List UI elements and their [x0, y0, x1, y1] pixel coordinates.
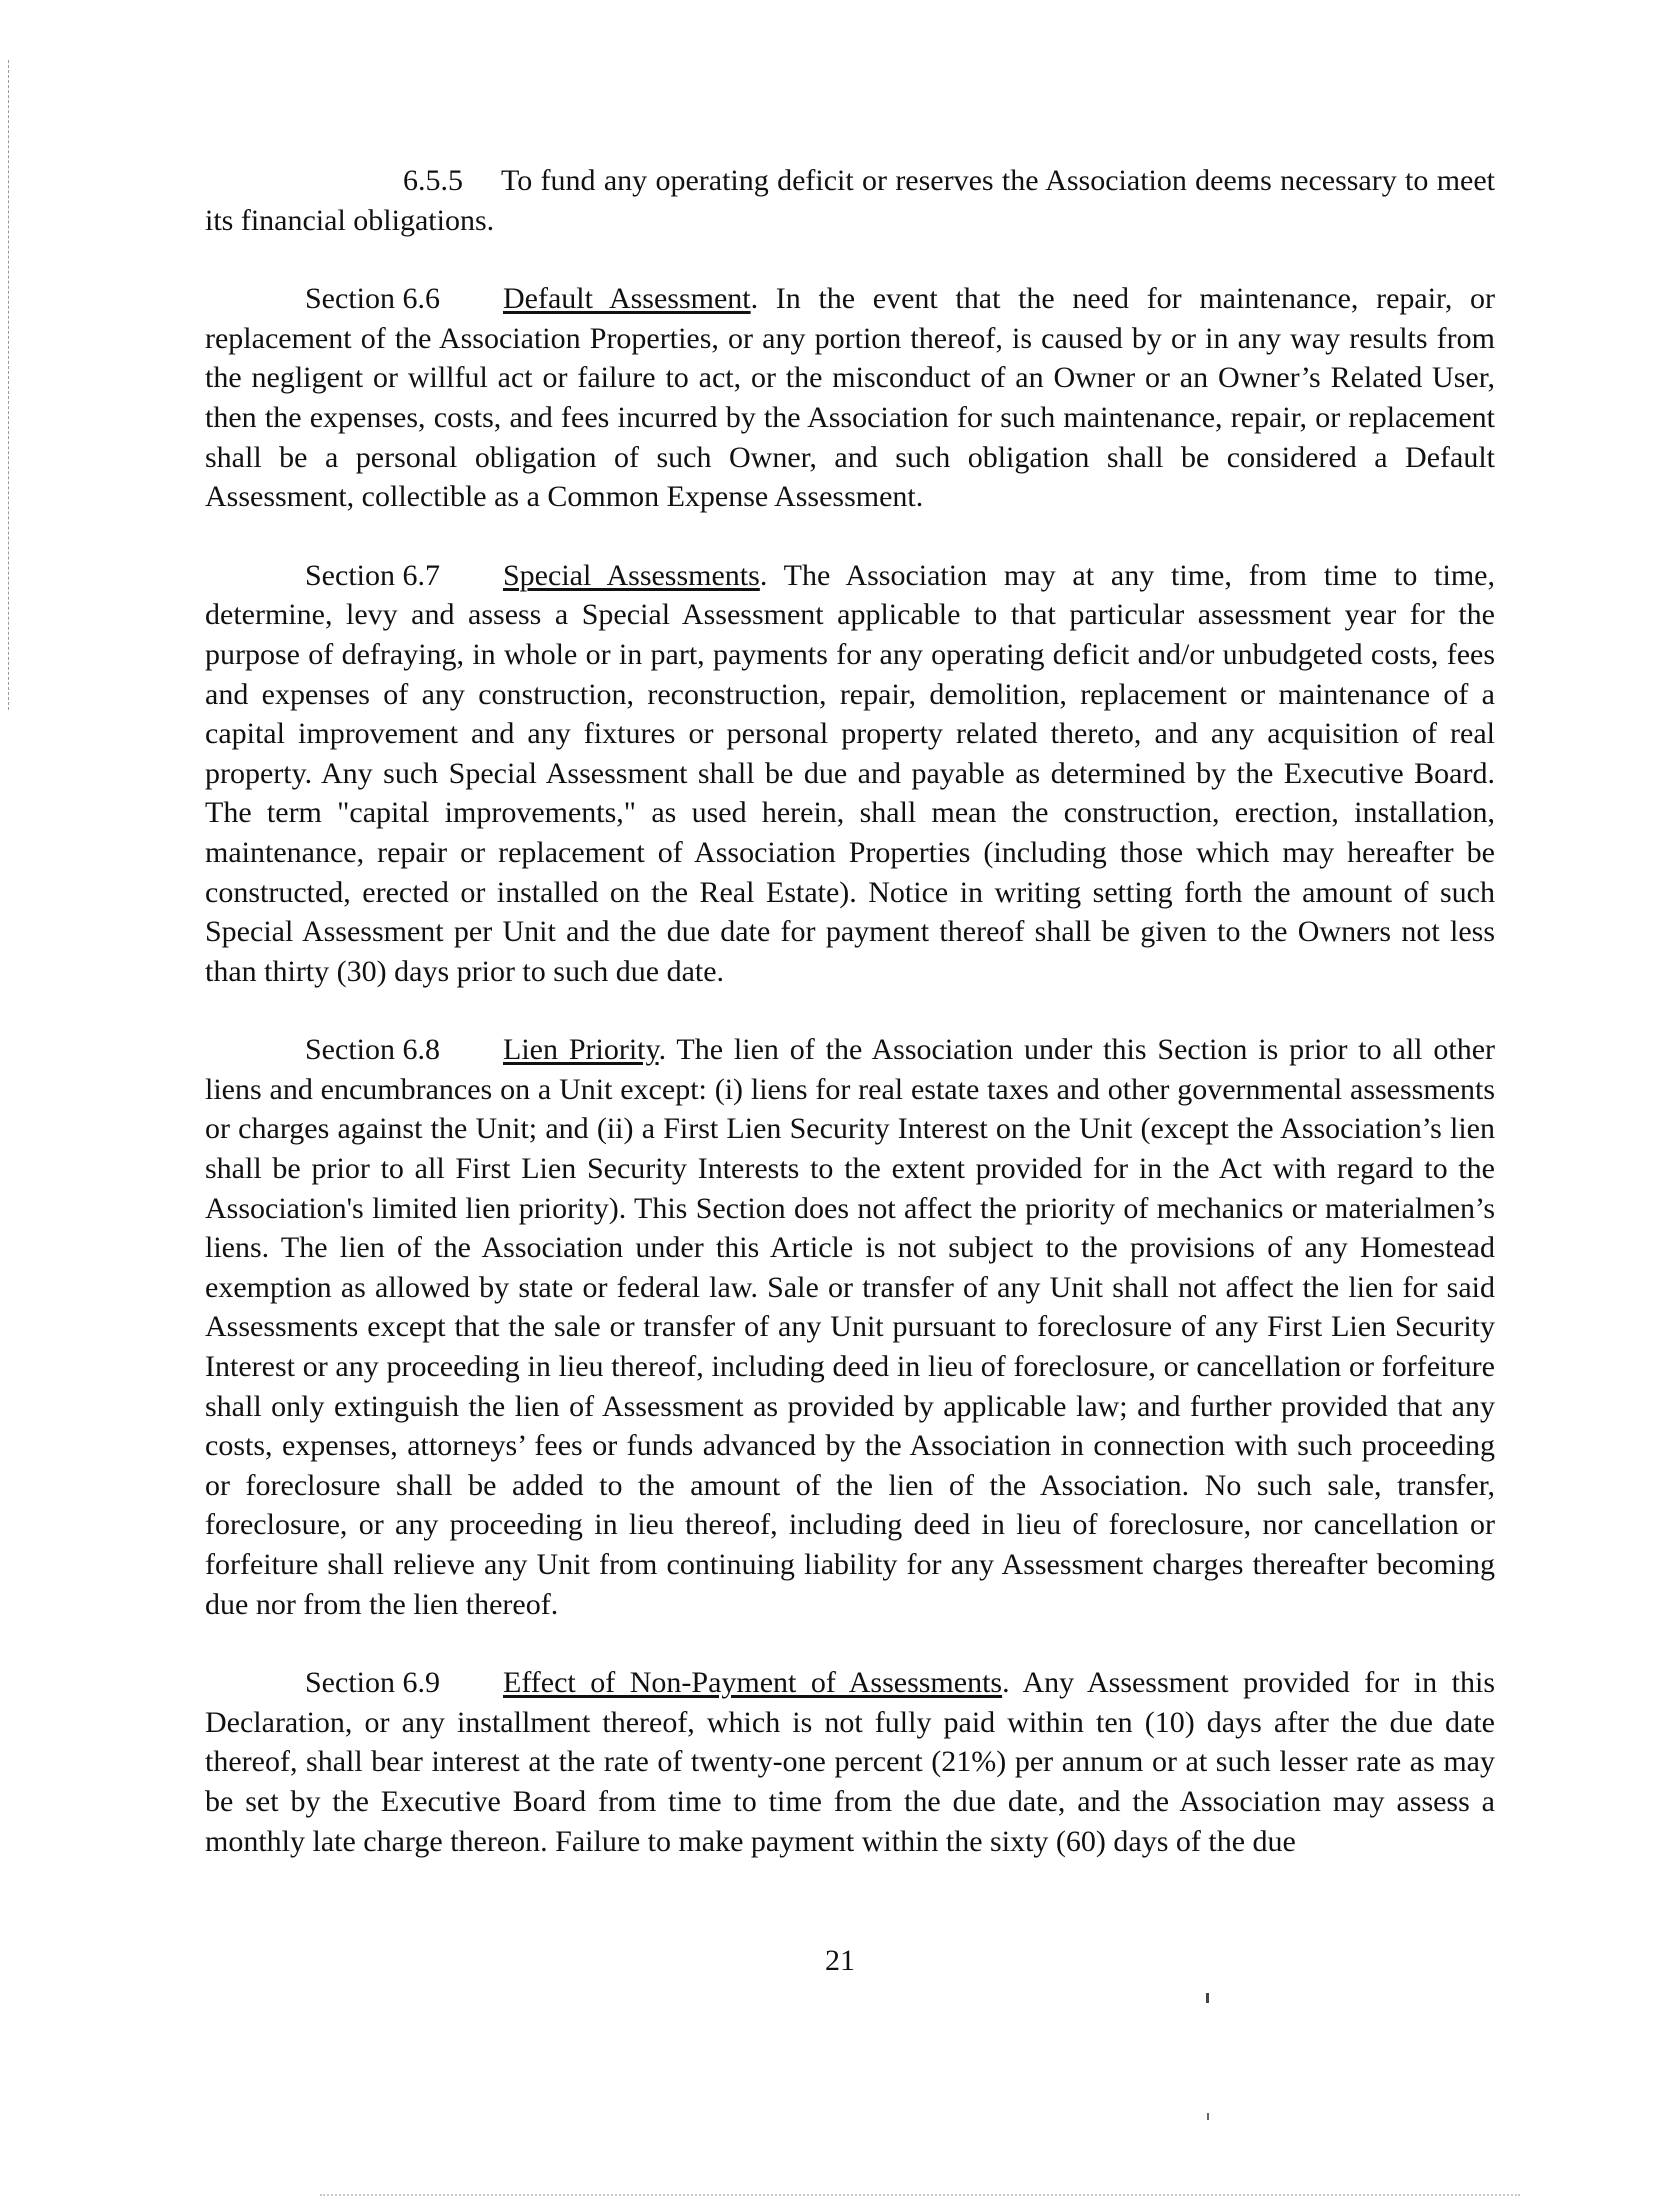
section-6-6	[205, 279, 1495, 517]
section-heading: Special Assessments	[503, 558, 760, 592]
scan-bottom-noise	[320, 2194, 1520, 2198]
section-number: Section 6.9	[305, 1666, 440, 1700]
section-heading: Effect of Non-Payment of Assessments	[503, 1666, 1003, 1700]
paragraph-text: To fund any operating deficit or reserves the Association deems necessary to meet its financial obligations.	[205, 164, 1495, 237]
section-heading: Lien Priority	[503, 1033, 659, 1067]
scan-speck	[1206, 1993, 1209, 2003]
scan-edge-mark	[8, 60, 10, 710]
page-number: 21	[825, 1944, 855, 1977]
section-6-8	[205, 1030, 1495, 1624]
paragraph-number: 6.5.5	[403, 164, 463, 197]
section-number: Section 6.8	[305, 1033, 440, 1067]
document-body	[205, 161, 1495, 1900]
section-text: . Any Assessment provided for in this Declaration, or any installment thereof, which is not fully paid within ten (10) days after the due date thereof, shall bear interest at the rate of twenty-one percent (21%) per annum or at such lesser rate as may be set by the Executive Board from time to time from the due date, and the Association may assess a monthly late charge thereon. Failure to make payment within the sixty (60) days of the due	[205, 1666, 1495, 1858]
section-6-7	[205, 556, 1495, 992]
paragraph-6-5-5	[205, 161, 1495, 240]
scan-speck	[1207, 2113, 1209, 2120]
section-text: . The lien of the Association under this Section is prior to all other liens and encumbrances on a Unit except: (i) liens for real estate taxes and other governmental assessments or charges against the Unit; and (ii) a First Lien Security Interest on the Unit (except the Association’s lien shall be prior to all First Lien Security Interests to the extent provided for in the Act with regard to the Association's limited lien priority). This Section does not affect the priority of mechanics or materialmen’s liens. The lien of the Association under this Article is not subject to the provisions of any Homestead exemption as allowed by state or federal law. Sale or transfer of any Unit shall not affect the lien for said Assessments except that the sale or transfer of any Unit pursuant to foreclosure of any First Lien Security Interest or any proceeding in lieu thereof, including deed in lieu of foreclosure, or cancellation or forfeiture shall only extinguish the lien of Assessment as provided by applicable law; and further provided that any costs, expenses, attorneys’ fees or funds advanced by the Association in connection with such proceeding or foreclosure shall be added to the amount of the lien of the Association. No such sale, transfer, foreclosure, or any proceeding in lieu thereof, including deed in lieu of foreclosure, nor cancellation or forfeiture shall relieve any Unit from continuing liability for any Assessment charges thereafter becoming due nor from the lien thereof.	[205, 1033, 1495, 1621]
section-6-9	[205, 1663, 1495, 1861]
section-text: . The Association may at any time, from time to time, determine, levy and assess a Special Assessment applicable to that particular assessment year for the purpose of defraying, in whole or in part, payments for any operating deficit and/or unbudgeted costs, fees and expenses of any construction, reconstruction, repair, demolition, replacement or maintenance of a capital improvement and any fixtures or personal property related thereto, and any acquisition of real property. Any such Special Assessment shall be due and payable as determined by the Executive Board. The term "capital improvements," as used herein, shall mean the construction, erection, installation, maintenance, repair or replacement of Association Properties (including those which may hereafter be constructed, erected or installed on the Real Estate). Notice in writing setting forth the amount of such Special Assessment per Unit and the due date for payment thereof shall be given to the Owners not less than thirty (30) days prior to such due date.	[205, 558, 1495, 988]
section-number: Section 6.6	[305, 282, 440, 316]
section-number: Section 6.7	[305, 558, 440, 592]
section-text: . In the event that the need for maintenance, repair, or replacement of the Association Properties, or any portion thereof, is caused by or in any way results from the negligent or willful act or failure to act, or the misconduct of an Owner or an Owner’s Related User, then the expenses, costs, and fees incurred by the Association for such maintenance, repair, or replacement shall be a personal obligation of such Owner, and such obligation shall be considered a Default Assessment, collectible as a Common Expense Assessment.	[205, 282, 1496, 514]
section-heading: Default Assessment	[503, 282, 751, 316]
